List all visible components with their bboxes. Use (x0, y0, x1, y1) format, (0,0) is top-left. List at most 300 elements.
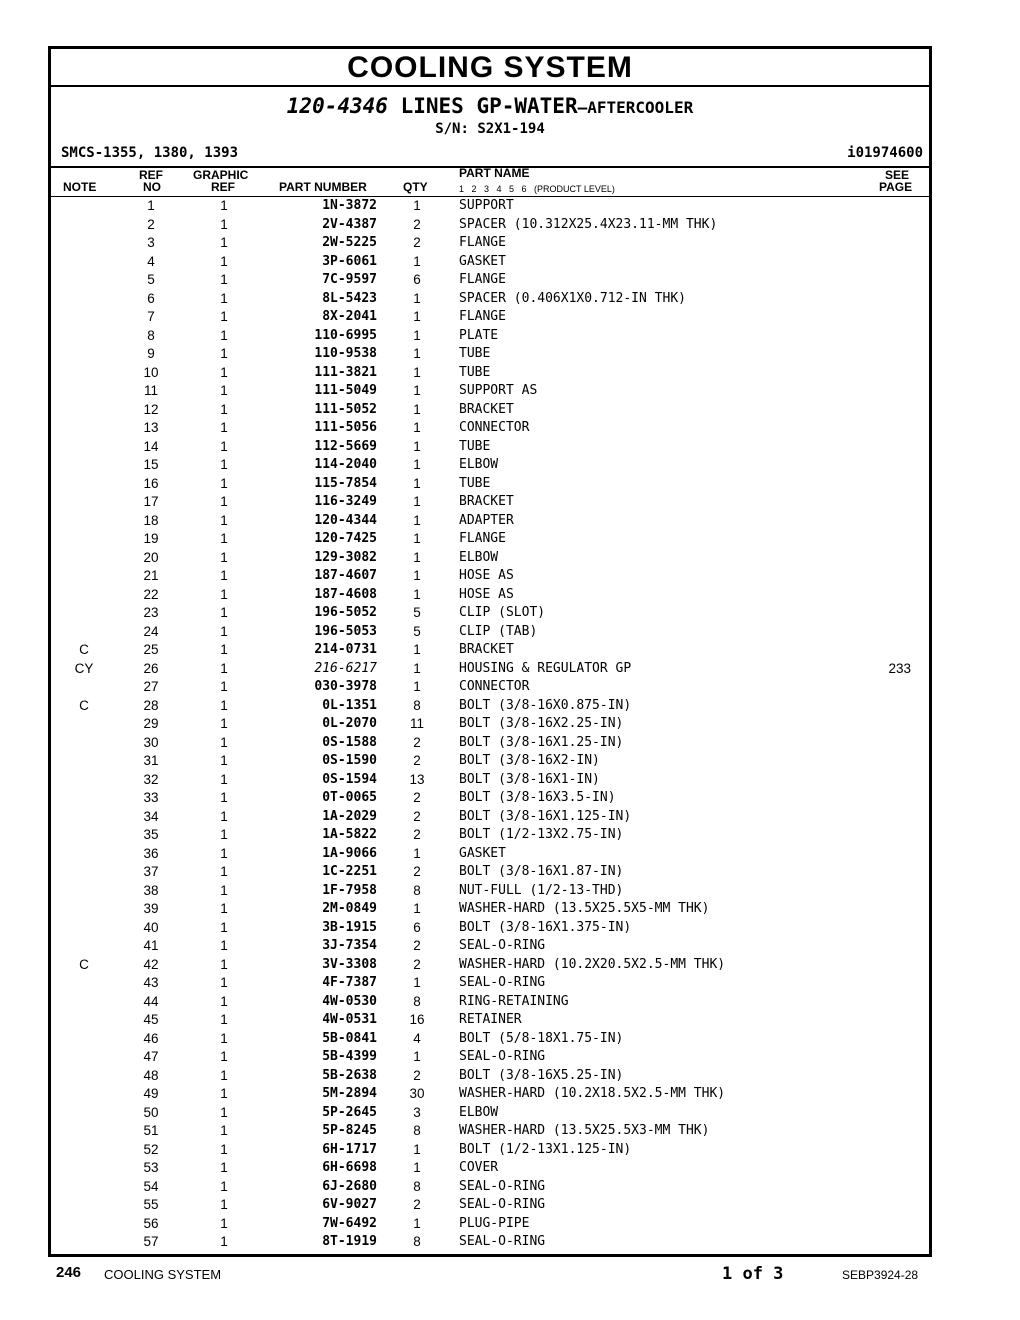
table-row (51, 697, 929, 716)
quantity: 8 (413, 882, 421, 898)
quantity: 11 (409, 716, 424, 731)
part-number: 8T-1919 (322, 1234, 377, 1249)
part-number: 4W-0531 (322, 1012, 377, 1027)
col-part-name: PART NAME (459, 166, 530, 180)
part-name: GASKET (459, 253, 506, 269)
quantity: 6 (413, 919, 421, 935)
table-row (51, 1141, 929, 1160)
ref-number: 3 (147, 235, 155, 250)
graphic-ref: 1 (220, 364, 228, 380)
graphic-ref: 1 (220, 975, 228, 990)
ref-number: 54 (143, 1178, 159, 1194)
part-name: BRACKET (459, 642, 514, 657)
graphic-ref: 1 (220, 956, 228, 972)
part-number: 6J-2680 (322, 1178, 377, 1194)
quantity: 1 (413, 660, 421, 676)
ref-number: 51 (143, 1123, 159, 1138)
quantity: 1 (413, 346, 421, 361)
graphic-ref: 1 (220, 1234, 228, 1249)
note-code: CY (74, 660, 94, 676)
quantity: 1 (413, 531, 421, 546)
table-row (51, 271, 929, 290)
part-name: SEAL-O-RING (459, 1197, 546, 1212)
part-name: RETAINER (459, 1012, 522, 1027)
graphic-ref: 1 (220, 882, 228, 898)
part-name: WASHER-HARD (10.2X18.5X2.5-MM THK) (459, 1086, 726, 1101)
table-row (51, 974, 929, 993)
part-number: 6H-6698 (322, 1160, 377, 1175)
ref-number: 40 (143, 919, 159, 935)
table-row (51, 900, 929, 919)
quantity: 2 (413, 808, 421, 824)
part-name: SEAL-O-RING (459, 975, 546, 990)
part-name: BOLT (3/8-16X3.5-IN) (459, 790, 616, 805)
part-number: 120-7425 (314, 531, 377, 546)
table-row (51, 308, 929, 327)
part-number: 0L-2070 (322, 716, 377, 731)
table-row (51, 530, 929, 549)
part-number: 8X-2041 (322, 309, 377, 324)
col-graphic-top: GRAPHIC (193, 168, 249, 182)
part-number: 3P-6061 (322, 253, 377, 269)
part-number: 5B-2638 (322, 1067, 377, 1083)
part-number: 120-4344 (314, 512, 377, 528)
table-row (51, 863, 929, 882)
quantity: 2 (413, 734, 421, 750)
table-row (51, 401, 929, 420)
part-number: 5M-2894 (322, 1086, 377, 1101)
ref-number: 4 (147, 253, 155, 269)
table-row (51, 993, 929, 1012)
quantity: 1 (413, 549, 421, 565)
part-name: SPACER (10.312X25.4X23.11-MM THK) (459, 216, 718, 232)
quantity: 1 (413, 1049, 421, 1064)
graphic-ref: 1 (220, 808, 228, 824)
table-row (51, 327, 929, 346)
part-number: 214-0731 (314, 642, 377, 657)
quantity: 2 (413, 938, 421, 953)
ref-number: 34 (143, 808, 159, 824)
part-name: TUBE (459, 346, 491, 361)
part-number: 187-4607 (314, 568, 377, 583)
table-row (51, 604, 929, 623)
ref-number: 56 (143, 1215, 159, 1231)
part-name: BOLT (3/8-16X2-IN) (459, 753, 600, 768)
graphic-ref: 1 (220, 531, 228, 546)
quantity: 2 (413, 827, 421, 842)
table-row (51, 1030, 929, 1049)
page-title: COOLING SYSTEM (51, 49, 929, 87)
smcs-bar (51, 142, 929, 168)
group-heading (51, 94, 929, 120)
graphic-ref: 1 (220, 198, 228, 213)
part-name: FLANGE (459, 309, 506, 324)
quantity: 1 (413, 1160, 421, 1175)
table-row (51, 234, 929, 253)
parts-table-body (51, 197, 929, 1252)
part-name: SPACER (0.406X1X0.712-IN THK) (459, 290, 686, 306)
table-row (51, 493, 929, 512)
part-name: BOLT (5/8-18X1.75-IN) (459, 1030, 624, 1046)
graphic-ref: 1 (220, 1104, 228, 1120)
table-row (51, 549, 929, 568)
quantity: 1 (413, 679, 421, 694)
table-row (51, 1048, 929, 1067)
table-row (51, 734, 929, 753)
ref-number: 48 (143, 1067, 159, 1083)
col-graphic-bot: REF (211, 180, 235, 194)
graphic-ref: 1 (220, 845, 228, 861)
quantity: 8 (413, 697, 421, 713)
note-code: C (79, 956, 89, 972)
part-name: ELBOW (459, 1104, 499, 1120)
part-number: 116-3249 (314, 494, 377, 509)
part-number: 7W-6492 (322, 1215, 377, 1231)
ref-number: 14 (143, 438, 159, 454)
graphic-ref: 1 (220, 253, 228, 269)
note-code: C (79, 697, 89, 713)
quantity: 2 (413, 864, 421, 879)
ref-number: 31 (143, 753, 159, 768)
ref-number: 9 (147, 346, 155, 361)
part-name: NUT-FULL (1/2-13-THD) (459, 882, 624, 898)
part-name: BOLT (3/8-16X2.25-IN) (459, 716, 624, 731)
ref-number: 39 (143, 901, 159, 916)
part-number: 110-6995 (314, 327, 377, 343)
ref-number: 5 (147, 272, 155, 287)
ref-number: 19 (143, 531, 159, 546)
ref-number: 18 (143, 512, 159, 528)
table-header (51, 168, 929, 197)
table-row (51, 216, 929, 235)
graphic-ref: 1 (220, 1086, 228, 1101)
table-row (51, 586, 929, 605)
graphic-ref: 1 (220, 660, 228, 676)
ref-number: 11 (143, 383, 158, 398)
ref-number: 47 (143, 1049, 159, 1064)
sheet-counter: 1 of 3 (722, 1264, 784, 1284)
quantity: 2 (413, 753, 421, 768)
part-number: 115-7854 (314, 475, 377, 491)
graphic-ref: 1 (220, 1123, 228, 1138)
table-row (51, 641, 929, 660)
quantity: 13 (409, 771, 425, 787)
graphic-ref: 1 (220, 716, 228, 731)
part-name: SEAL-O-RING (459, 1049, 546, 1064)
part-number: 0S-1590 (322, 753, 377, 768)
part-name: RING-RETAINING (459, 993, 569, 1009)
graphic-ref: 1 (220, 993, 228, 1009)
ref-number: 46 (143, 1030, 159, 1046)
quantity: 1 (413, 975, 421, 990)
ref-number: 38 (143, 882, 159, 898)
part-name: BOLT (3/8-16X1.375-IN) (459, 919, 632, 935)
part-number: 111-3821 (314, 364, 377, 380)
table-row (51, 715, 929, 734)
part-name: BOLT (3/8-16X5.25-IN) (459, 1067, 624, 1083)
part-number: 1A-5822 (322, 827, 377, 842)
part-number: 3V-3308 (322, 956, 377, 972)
graphic-ref: 1 (220, 401, 228, 417)
table-row (51, 1159, 929, 1178)
ref-number: 6 (147, 290, 155, 306)
table-row (51, 438, 929, 457)
table-row (51, 456, 929, 475)
quantity: 1 (413, 512, 421, 528)
part-name: BOLT (1/2-13X2.75-IN) (459, 827, 624, 842)
ref-number: 17 (143, 494, 159, 509)
graphic-ref: 1 (220, 679, 228, 694)
page-number: 246 (56, 1264, 82, 1281)
part-name: ELBOW (459, 549, 499, 565)
ref-number: 16 (143, 475, 159, 491)
table-row (51, 826, 929, 845)
part-name: COVER (459, 1160, 499, 1175)
graphic-ref: 1 (220, 1215, 228, 1231)
graphic-ref: 1 (220, 549, 228, 565)
part-number: 196-5053 (314, 623, 377, 639)
quantity: 1 (413, 438, 421, 454)
ref-number: 42 (143, 956, 159, 972)
part-number: 196-5052 (314, 605, 377, 620)
part-name: BOLT (3/8-16X0.875-IN) (459, 697, 632, 713)
quantity: 3 (413, 1104, 421, 1120)
table-row (51, 1215, 929, 1234)
table-row (51, 937, 929, 956)
part-number: 2M-0849 (322, 901, 377, 916)
part-number: 1F-7958 (322, 882, 377, 898)
quantity: 1 (413, 309, 421, 324)
ref-number: 44 (143, 993, 159, 1009)
part-number: 2W-5225 (322, 235, 377, 250)
quantity: 8 (413, 1178, 421, 1194)
part-name: BRACKET (459, 494, 514, 509)
quantity: 2 (413, 790, 421, 805)
quantity: 8 (413, 1123, 421, 1138)
part-number: 112-5669 (314, 438, 377, 454)
group-subname: —AFTERCOOLER (577, 98, 694, 117)
graphic-ref: 1 (220, 1067, 228, 1083)
col-note: NOTE (63, 180, 97, 194)
part-name: PLATE (459, 327, 499, 343)
table-row (51, 789, 929, 808)
col-ref-top: REF (139, 168, 163, 182)
part-name: BOLT (3/8-16X1.125-IN) (459, 808, 632, 824)
part-number: 0S-1594 (322, 771, 377, 787)
ref-number: 35 (143, 827, 159, 842)
part-number: 2V-4387 (322, 216, 377, 232)
part-name: TUBE (459, 438, 491, 454)
ref-number: 8 (147, 327, 155, 343)
part-name: SEAL-O-RING (459, 1234, 546, 1249)
graphic-ref: 1 (220, 475, 228, 491)
part-name: CONNECTOR (459, 679, 530, 694)
ref-number: 49 (143, 1086, 159, 1101)
quantity: 1 (413, 290, 421, 306)
table-row (51, 197, 929, 216)
part-number: 3B-1915 (322, 919, 377, 935)
graphic-ref: 1 (220, 864, 228, 879)
part-number: 1N-3872 (322, 198, 377, 213)
ref-number: 27 (143, 679, 159, 694)
graphic-ref: 1 (220, 1160, 228, 1175)
part-number: 5B-4399 (322, 1049, 377, 1064)
ref-number: 55 (143, 1197, 159, 1212)
document-id: SEBP3924-28 (842, 1268, 919, 1282)
part-number: 6H-1717 (322, 1141, 377, 1157)
group-name: LINES GP-WATER (400, 94, 578, 118)
part-name: TUBE (459, 364, 491, 380)
ref-number: 12 (143, 401, 159, 417)
table-row (51, 253, 929, 272)
part-number: 1A-9066 (322, 845, 377, 861)
table-row (51, 512, 929, 531)
parts-page-frame (48, 46, 932, 1257)
table-row (51, 382, 929, 401)
part-name: BOLT (3/8-16X1-IN) (459, 771, 600, 787)
part-name: WASHER-HARD (13.5X25.5X3-MM THK) (459, 1123, 710, 1138)
quantity: 1 (413, 1141, 421, 1157)
table-row (51, 919, 929, 938)
quantity: 2 (413, 1197, 421, 1212)
quantity: 1 (413, 420, 421, 435)
ref-number: 45 (143, 1012, 159, 1027)
ref-number: 15 (143, 457, 159, 472)
part-name: PLUG-PIPE (459, 1215, 530, 1231)
table-row (51, 623, 929, 642)
group-number: 120-4346 (286, 94, 388, 118)
part-number: 114-2040 (314, 457, 377, 472)
ref-number: 30 (143, 734, 159, 750)
ref-number: 28 (143, 697, 159, 713)
quantity: 6 (413, 272, 421, 287)
part-number: 110-9538 (314, 346, 377, 361)
part-name: HOSE AS (459, 586, 514, 602)
ref-number: 29 (143, 716, 159, 731)
ref-number: 22 (143, 586, 159, 602)
ref-number: 32 (143, 771, 159, 787)
quantity: 1 (413, 845, 421, 861)
table-row (51, 771, 929, 790)
ref-number: 2 (147, 216, 155, 232)
quantity: 1 (413, 494, 421, 509)
part-number: 8L-5423 (322, 290, 377, 306)
quantity: 16 (409, 1012, 425, 1027)
quantity: 1 (413, 901, 421, 916)
quantity: 2 (413, 956, 421, 972)
part-name: SUPPORT (459, 198, 514, 213)
graphic-ref: 1 (220, 901, 228, 916)
graphic-ref: 1 (220, 1141, 228, 1157)
graphic-ref: 1 (220, 457, 228, 472)
ref-number: 10 (143, 364, 159, 380)
ref-number: 24 (143, 623, 159, 639)
table-row (51, 419, 929, 438)
table-row (51, 956, 929, 975)
part-number: 129-3082 (314, 549, 377, 565)
table-row (51, 364, 929, 383)
table-row (51, 1104, 929, 1123)
graphic-ref: 1 (220, 827, 228, 842)
quantity: 1 (413, 1215, 421, 1231)
graphic-ref: 1 (220, 790, 228, 805)
graphic-ref: 1 (220, 1012, 228, 1027)
part-number: 0T-0065 (322, 790, 377, 805)
part-name: CLIP (TAB) (459, 623, 538, 639)
table-row (51, 1085, 929, 1104)
part-name: SEAL-O-RING (459, 1178, 546, 1194)
quantity: 1 (413, 383, 421, 398)
graphic-ref: 1 (220, 734, 228, 750)
part-name: CLIP (SLOT) (459, 605, 546, 620)
ref-number: 57 (143, 1234, 159, 1249)
part-number: 5P-2645 (322, 1104, 377, 1120)
quantity: 5 (413, 605, 421, 620)
ref-number: 7 (147, 309, 155, 324)
see-page: 233 (888, 660, 911, 676)
part-number: 030-3978 (314, 679, 377, 694)
quantity: 1 (413, 457, 421, 472)
table-row (51, 1122, 929, 1141)
quantity: 1 (413, 364, 421, 380)
part-name: BOLT (3/8-16X1.87-IN) (459, 864, 624, 879)
table-row (51, 678, 929, 697)
part-name: WASHER-HARD (13.5X25.5X5-MM THK) (459, 901, 710, 916)
quantity: 4 (413, 1030, 421, 1046)
part-number: 1A-2029 (322, 808, 377, 824)
graphic-ref: 1 (220, 1049, 228, 1064)
col-part-number: PART NUMBER (279, 180, 367, 194)
ref-number: 13 (143, 420, 159, 435)
part-name: WASHER-HARD (10.2X20.5X2.5-MM THK) (459, 956, 726, 972)
graphic-ref: 1 (220, 568, 228, 583)
ref-number: 52 (143, 1141, 159, 1157)
table-row (51, 475, 929, 494)
graphic-ref: 1 (220, 438, 228, 454)
serial-number: S/N: S2X1-194 (435, 121, 545, 137)
part-number: 216-6217 (314, 660, 377, 676)
table-row (51, 1196, 929, 1215)
part-number: 3J-7354 (322, 938, 377, 953)
quantity: 1 (413, 253, 421, 269)
table-row (51, 752, 929, 771)
graphic-ref: 1 (220, 605, 228, 620)
ref-number: 41 (143, 938, 159, 953)
quantity: 2 (413, 216, 421, 232)
part-name: FLANGE (459, 272, 506, 287)
note-code: C (79, 642, 89, 657)
graphic-ref: 1 (220, 1178, 228, 1194)
graphic-ref: 1 (220, 697, 228, 713)
footer-section: COOLING SYSTEM (104, 1267, 222, 1282)
table-row (51, 290, 929, 309)
quantity: 30 (409, 1086, 425, 1101)
part-number: 187-4608 (314, 586, 377, 602)
graphic-ref: 1 (220, 938, 228, 953)
graphic-ref: 1 (220, 919, 228, 935)
part-number: 0S-1588 (322, 734, 377, 750)
quantity: 8 (413, 1234, 421, 1249)
part-name: BRACKET (459, 401, 514, 417)
table-row (51, 1233, 929, 1252)
col-see-bot: PAGE (879, 180, 913, 194)
page-footer (0, 1264, 1020, 1288)
smcs-codes: SMCS-1355, 1380, 1393 (61, 145, 239, 161)
part-name: TUBE (459, 475, 491, 491)
graphic-ref: 1 (220, 753, 228, 768)
col-ref-bot: NO (143, 180, 161, 194)
ref-number: 20 (143, 549, 159, 565)
